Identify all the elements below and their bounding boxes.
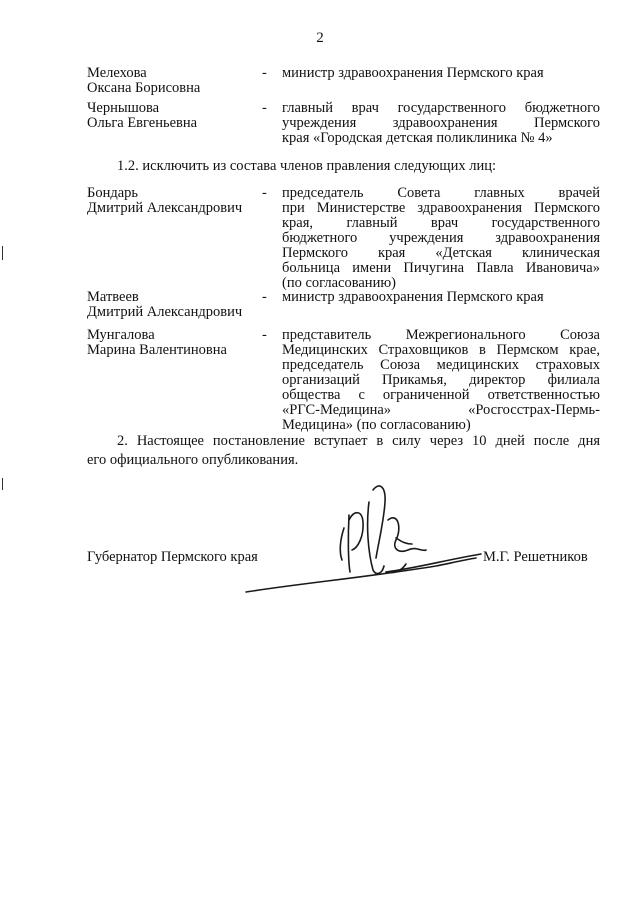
member-name: Матвеев Дмитрий Александрович [87, 289, 243, 320]
paragraph-effective-date: 2. Настоящее постановление вступает в силу через 10 дней после дня его официального опубликования. [87, 433, 600, 468]
member-role: председатель Совета главных врачей при Министерстве здравоохранения Пермского края, главный врач государственного бюджетного учреждения здравоохранения Пермского края «Детская клиническая больница имени Пичугина Павла Ивановича» (по согласованию) [282, 185, 600, 291]
member-name: Мелехова Оксана Борисовна [87, 65, 201, 96]
member-name: Чернышова Ольга Евгеньевна [87, 100, 198, 131]
dash-separator: - [262, 65, 267, 81]
signatory-name: М.Г. Решетников [483, 549, 588, 565]
dash-separator: - [262, 289, 267, 305]
member-role: представитель Межрегионального Союза Медицинских Страховщиков в Пермском крае, председатель Союза медицинских страховых организаций Прикамья, директор филиала общества с ограниченной ответственностью «РГС-Медицина» «Росгосстрах-Пермь- Медицина» (по согласованию) [282, 327, 600, 433]
scan-margin-mark [2, 246, 3, 260]
member-role: министр здравоохранения Пермского края [282, 289, 544, 305]
member-role: главный врач государственного бюджетного учреждения здравоохранения Пермского края «Городская детская поликлиника № 4» [282, 100, 600, 146]
section-heading: 1.2. исключить из состава членов правления следующих лиц: [117, 158, 497, 174]
dash-separator: - [262, 327, 267, 343]
handwritten-signature [236, 480, 486, 600]
page-number: 2 [316, 30, 324, 46]
scan-margin-mark [2, 478, 3, 490]
member-entry [87, 290, 600, 322]
dash-separator: - [262, 100, 267, 116]
member-entry [87, 186, 600, 292]
dash-separator: - [262, 185, 267, 201]
signatory-position: Губернатор Пермского края [87, 549, 258, 565]
member-entry [87, 328, 600, 436]
member-entry [87, 101, 600, 149]
member-name: Мунгалова Марина Валентиновна [87, 327, 227, 358]
member-entry [87, 66, 600, 98]
member-name: Бондарь Дмитрий Александрович [87, 185, 243, 216]
member-role: министр здравоохранения Пермского края [282, 65, 544, 81]
